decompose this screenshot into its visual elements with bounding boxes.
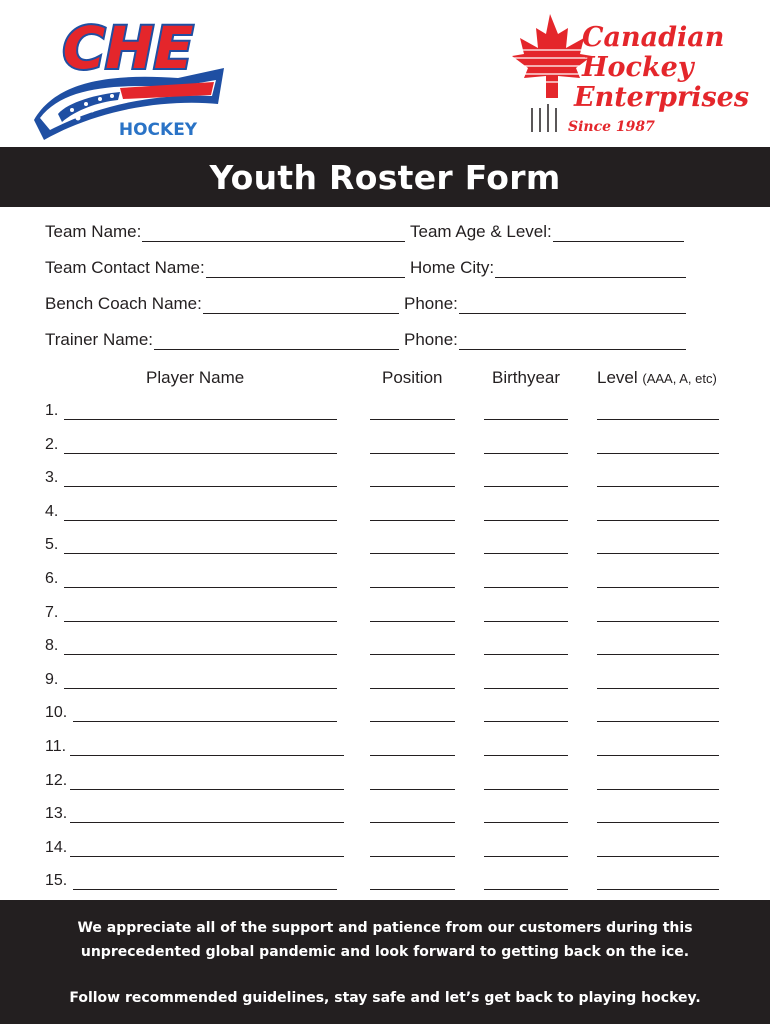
level-line[interactable] — [597, 620, 719, 622]
team-name-label: Team Name: — [45, 222, 142, 241]
level-line[interactable] — [597, 653, 719, 655]
team-contact-name-label: Team Contact Name: — [45, 258, 205, 277]
company-line3: Enterprises — [574, 82, 750, 113]
level-line[interactable] — [597, 519, 719, 521]
position-line[interactable] — [370, 754, 455, 756]
home-city-label: Home City: — [410, 258, 495, 277]
birthyear-line[interactable] — [484, 855, 568, 857]
birthyear-line[interactable] — [484, 519, 568, 521]
player-name-line[interactable] — [64, 485, 337, 487]
phone-label-1: Phone: — [404, 294, 458, 313]
level-line[interactable] — [597, 552, 719, 554]
column-player-name: Player Name — [146, 368, 245, 387]
position-line[interactable] — [370, 418, 455, 420]
roster-row — [0, 768, 770, 792]
position-line[interactable] — [370, 687, 455, 689]
bench-coach-name-input-line[interactable] — [203, 297, 399, 314]
player-name-line[interactable] — [70, 821, 344, 823]
position-line[interactable] — [370, 888, 455, 890]
home-city-input-line[interactable] — [495, 261, 686, 278]
team-name-input-line[interactable] — [142, 225, 405, 242]
player-name-line[interactable] — [70, 855, 344, 857]
phone-field-2[interactable] — [404, 328, 686, 350]
player-name-line[interactable] — [64, 418, 337, 420]
row-number: 4. — [45, 502, 59, 520]
row-number: 15. — [45, 872, 68, 890]
row-number: 14. — [45, 838, 68, 856]
row-number: 13. — [45, 805, 68, 823]
column-birthyear: Birthyear — [492, 368, 561, 387]
che-hockey-label: HOCKEY — [118, 120, 198, 140]
phone-field-1[interactable] — [404, 292, 686, 314]
position-line[interactable] — [370, 485, 455, 487]
footer-line-1: We appreciate all of the support and patience from our customers during this — [77, 920, 693, 936]
roster-row — [0, 734, 770, 758]
level-line[interactable] — [597, 418, 719, 420]
team-age-level-label: Team Age & Level: — [410, 222, 552, 241]
level-line[interactable] — [597, 586, 719, 588]
team-name-field[interactable] — [45, 220, 405, 242]
player-name-line[interactable] — [64, 653, 337, 655]
team-contact-name-field[interactable] — [45, 256, 405, 278]
row-number: 10. — [45, 704, 68, 722]
birthyear-line[interactable] — [484, 687, 568, 689]
position-line[interactable] — [370, 788, 455, 790]
phone-label-2: Phone: — [404, 330, 458, 349]
birthyear-line[interactable] — [484, 888, 568, 890]
roster-row — [0, 499, 770, 523]
trainer-name-input-line[interactable] — [154, 333, 399, 350]
company-line2: Hockey — [582, 52, 694, 83]
roster-row — [0, 432, 770, 456]
player-name-line[interactable] — [70, 754, 344, 756]
position-line[interactable] — [370, 586, 455, 588]
birthyear-line[interactable] — [484, 653, 568, 655]
level-line[interactable] — [597, 754, 719, 756]
row-number: 8. — [45, 637, 59, 655]
birthyear-line[interactable] — [484, 418, 568, 420]
position-line[interactable] — [370, 552, 455, 554]
birthyear-line[interactable] — [484, 452, 568, 454]
row-number: 9. — [45, 670, 59, 688]
team-contact-name-input-line[interactable] — [206, 261, 405, 278]
roster-row — [0, 667, 770, 691]
footer-line-3: Follow recommended guidelines, stay safe and let’s get back to playing hockey. — [69, 990, 701, 1006]
home-city-field[interactable] — [410, 256, 686, 278]
column-position: Position — [382, 368, 443, 387]
roster-row — [0, 566, 770, 590]
roster-row — [0, 532, 770, 556]
player-name-line[interactable] — [64, 586, 337, 588]
maple-leaf-icon — [508, 14, 592, 132]
trainer-name-field[interactable] — [45, 328, 399, 350]
level-line[interactable] — [597, 821, 719, 823]
row-number: 7. — [45, 603, 59, 621]
player-name-line[interactable] — [73, 888, 337, 890]
column-level-label: Level — [597, 368, 638, 387]
player-name-line[interactable] — [64, 519, 337, 521]
row-number: 3. — [45, 469, 59, 487]
player-name-line[interactable] — [70, 788, 344, 790]
footer-banner — [0, 900, 770, 1024]
position-line[interactable] — [370, 855, 455, 857]
footer-line-2: unprecedented global pandemic and look forward to getting back on the ice. — [80, 944, 690, 960]
position-line[interactable] — [370, 452, 455, 454]
player-name-line[interactable] — [64, 687, 337, 689]
level-line[interactable] — [597, 855, 719, 857]
bench-coach-name-field[interactable] — [45, 292, 399, 314]
row-number: 11. — [45, 738, 67, 755]
bench-coach-name-label: Bench Coach Name: — [45, 294, 202, 313]
position-line[interactable] — [370, 720, 455, 722]
row-number: 2. — [45, 435, 59, 453]
form-title: Youth Roster Form — [209, 157, 561, 197]
che-hockey-logo — [28, 8, 228, 140]
row-number: 5. — [45, 536, 59, 554]
level-line[interactable] — [597, 687, 719, 689]
phone-input-line-2[interactable] — [459, 333, 686, 350]
position-line[interactable] — [370, 620, 455, 622]
roster-row — [0, 700, 770, 724]
title-bar — [0, 147, 770, 207]
canadian-hockey-enterprises-logo — [488, 8, 750, 138]
level-line[interactable] — [597, 888, 719, 890]
row-number: 1. — [45, 402, 59, 419]
player-name-line[interactable] — [64, 552, 337, 554]
roster-row — [0, 801, 770, 825]
birthyear-line[interactable] — [484, 720, 568, 722]
roster-row — [0, 600, 770, 624]
birthyear-line[interactable] — [484, 485, 568, 487]
team-age-level-input-line[interactable] — [553, 225, 684, 242]
roster-row — [0, 465, 770, 489]
row-number: 6. — [45, 570, 59, 587]
column-level-note: (AAA, A, etc) — [642, 371, 717, 386]
level-line[interactable] — [597, 485, 719, 487]
phone-input-line-1[interactable] — [459, 297, 686, 314]
roster-row — [0, 633, 770, 657]
birthyear-line[interactable] — [484, 586, 568, 588]
birthyear-line[interactable] — [484, 821, 568, 823]
team-age-level-field[interactable] — [410, 220, 684, 242]
level-line[interactable] — [597, 720, 719, 722]
row-number: 12. — [45, 771, 68, 789]
position-line[interactable] — [370, 653, 455, 655]
position-line[interactable] — [370, 821, 455, 823]
player-name-line[interactable] — [73, 720, 337, 722]
roster-row — [0, 398, 770, 422]
roster-row — [0, 868, 770, 892]
level-line[interactable] — [597, 788, 719, 790]
company-line1: Canadian — [582, 22, 725, 53]
birthyear-line[interactable] — [484, 620, 568, 622]
birthyear-line[interactable] — [484, 552, 568, 554]
birthyear-line[interactable] — [484, 788, 568, 790]
che-mark: CHE — [62, 14, 194, 82]
column-level — [597, 368, 717, 388]
level-line[interactable] — [597, 452, 719, 454]
trainer-name-label: Trainer Name: — [45, 330, 154, 349]
player-name-line[interactable] — [64, 620, 337, 622]
roster-row — [0, 835, 770, 859]
position-line[interactable] — [370, 519, 455, 521]
birthyear-line[interactable] — [484, 754, 568, 756]
company-since: Since 1987 — [568, 119, 655, 135]
player-name-line[interactable] — [64, 452, 337, 454]
